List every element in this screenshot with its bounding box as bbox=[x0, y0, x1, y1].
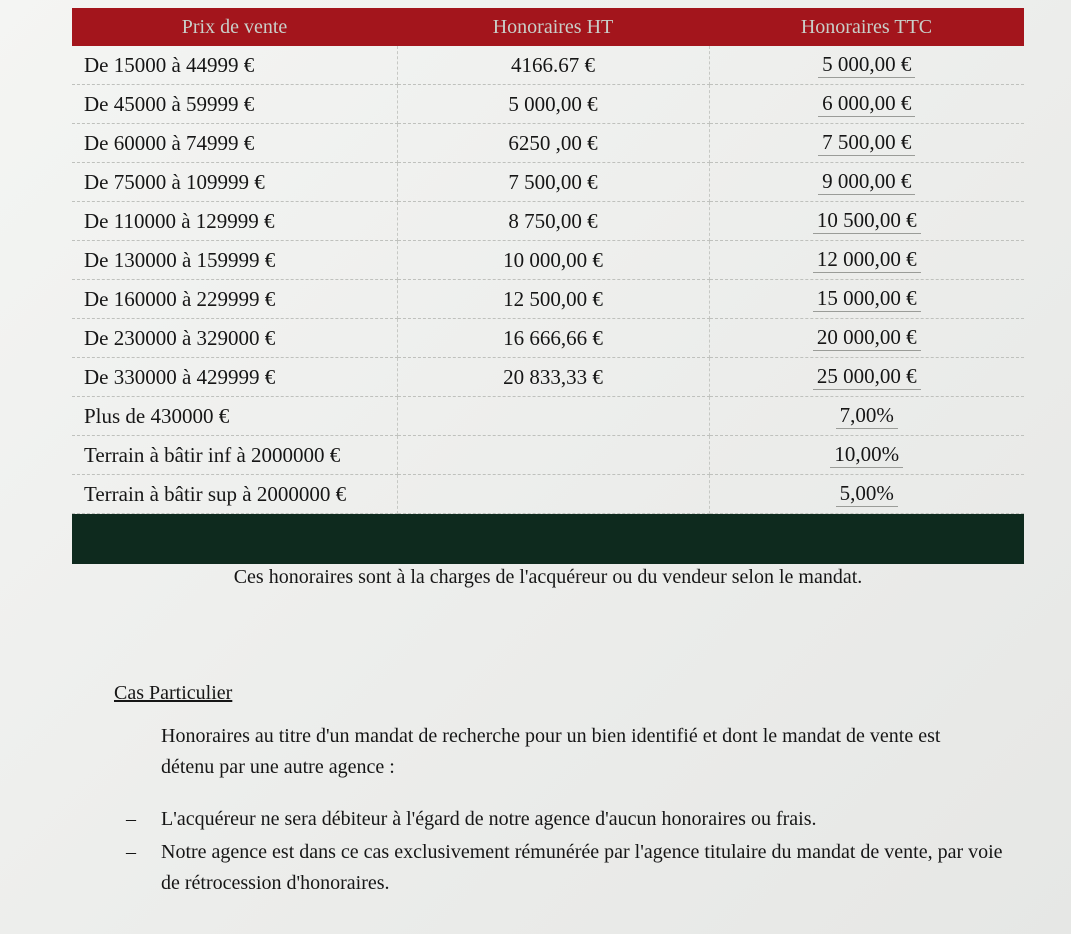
table-row bbox=[72, 397, 1024, 436]
fee-ttc-value: 6 000,00 € bbox=[818, 91, 915, 117]
list-item bbox=[126, 804, 1006, 835]
fee-ht-cell bbox=[397, 397, 709, 436]
fee-ht-cell: 16 666,66 € bbox=[397, 319, 709, 358]
dash-bullet-icon: – bbox=[126, 841, 136, 863]
fee-ttc-value: 10 500,00 € bbox=[813, 208, 921, 234]
fee-ttc-cell bbox=[709, 358, 1024, 397]
table-row bbox=[72, 241, 1024, 280]
dash-bullet-icon: – bbox=[126, 808, 136, 830]
fee-ttc-cell bbox=[709, 475, 1024, 514]
fee-ttc-cell bbox=[709, 163, 1024, 202]
fee-ttc-cell bbox=[709, 241, 1024, 280]
fee-ht-cell: 10 000,00 € bbox=[397, 241, 709, 280]
table-row bbox=[72, 358, 1024, 397]
fee-ttc-cell bbox=[709, 280, 1024, 319]
table-footer-bar bbox=[72, 514, 1024, 565]
fee-ttc-cell bbox=[709, 46, 1024, 85]
fee-ttc-cell bbox=[709, 319, 1024, 358]
fee-ht-cell: 6250 ,00 € bbox=[397, 124, 709, 163]
table-row bbox=[72, 202, 1024, 241]
charges-note: Ces honoraires sont à la charges de l'acquéreur ou du vendeur selon le mandat. bbox=[233, 566, 863, 588]
table-row bbox=[72, 85, 1024, 124]
fee-ttc-value: 5 000,00 € bbox=[818, 52, 915, 78]
table-header-row bbox=[72, 8, 1024, 46]
header-honoraires-ttc: Honoraires TTC bbox=[709, 8, 1024, 46]
fee-ht-cell bbox=[397, 475, 709, 514]
list-item bbox=[126, 837, 1006, 899]
fee-ht-cell: 8 750,00 € bbox=[397, 202, 709, 241]
fee-ht-cell: 12 500,00 € bbox=[397, 280, 709, 319]
price-range-cell: Plus de 430000 € bbox=[72, 397, 397, 436]
table-row bbox=[72, 163, 1024, 202]
fee-ht-cell: 7 500,00 € bbox=[397, 163, 709, 202]
fee-ttc-value: 7,00% bbox=[836, 403, 898, 429]
fee-ttc-value: 9 000,00 € bbox=[818, 169, 915, 195]
price-range-cell: Terrain à bâtir inf à 2000000 € bbox=[72, 436, 397, 475]
fee-ttc-cell bbox=[709, 436, 1024, 475]
special-case-intro: Honoraires au titre d'un mandat de recherche pour un bien identifié et dont le mandat de vente est détenu par une autre agence : bbox=[161, 725, 941, 778]
fee-ttc-value: 10,00% bbox=[830, 442, 903, 468]
special-case-bullets bbox=[126, 804, 1006, 901]
price-range-cell: De 15000 à 44999 € bbox=[72, 46, 397, 85]
bullet-text: L'acquéreur ne sera débiteur à l'égard de notre agence d'aucun honoraires ou frais. bbox=[161, 808, 817, 830]
footer-bar-cell bbox=[72, 514, 1024, 565]
fee-ttc-value: 20 000,00 € bbox=[813, 325, 921, 351]
fee-ttc-cell bbox=[709, 124, 1024, 163]
price-range-cell: De 160000 à 229999 € bbox=[72, 280, 397, 319]
fee-ht-cell: 4166.67 € bbox=[397, 46, 709, 85]
price-range-cell: De 230000 à 329000 € bbox=[72, 319, 397, 358]
price-range-cell: De 330000 à 429999 € bbox=[72, 358, 397, 397]
price-range-cell: De 75000 à 109999 € bbox=[72, 163, 397, 202]
special-case-heading: Cas Particulier bbox=[114, 682, 233, 704]
price-range-cell: De 60000 à 74999 € bbox=[72, 124, 397, 163]
fee-ttc-value: 5,00% bbox=[836, 481, 898, 507]
fee-ttc-value: 12 000,00 € bbox=[813, 247, 921, 273]
fee-table bbox=[72, 8, 1024, 564]
fee-ht-cell: 20 833,33 € bbox=[397, 358, 709, 397]
bullet-text: Notre agence est dans ce cas exclusivement rémunérée par l'agence titulaire du mandat de vente, par voie de rétrocession d'honoraires. bbox=[161, 841, 1003, 894]
price-range-cell: De 130000 à 159999 € bbox=[72, 241, 397, 280]
table-row bbox=[72, 475, 1024, 514]
header-honoraires-ht: Honoraires HT bbox=[397, 8, 709, 46]
price-range-cell: De 45000 à 59999 € bbox=[72, 85, 397, 124]
table-row bbox=[72, 124, 1024, 163]
table-row bbox=[72, 280, 1024, 319]
fee-ttc-cell bbox=[709, 85, 1024, 124]
fee-ttc-cell bbox=[709, 397, 1024, 436]
fee-ht-cell: 5 000,00 € bbox=[397, 85, 709, 124]
fee-ttc-cell bbox=[709, 202, 1024, 241]
fee-ht-cell bbox=[397, 436, 709, 475]
fee-ttc-value: 25 000,00 € bbox=[813, 364, 921, 390]
fee-ttc-value: 7 500,00 € bbox=[818, 130, 915, 156]
price-range-cell: De 110000 à 129999 € bbox=[72, 202, 397, 241]
header-prix-de-vente: Prix de vente bbox=[72, 8, 397, 46]
table-row bbox=[72, 46, 1024, 85]
fee-ttc-value: 15 000,00 € bbox=[813, 286, 921, 312]
price-range-cell: Terrain à bâtir sup à 2000000 € bbox=[72, 475, 397, 514]
table-row bbox=[72, 436, 1024, 475]
table-row bbox=[72, 319, 1024, 358]
